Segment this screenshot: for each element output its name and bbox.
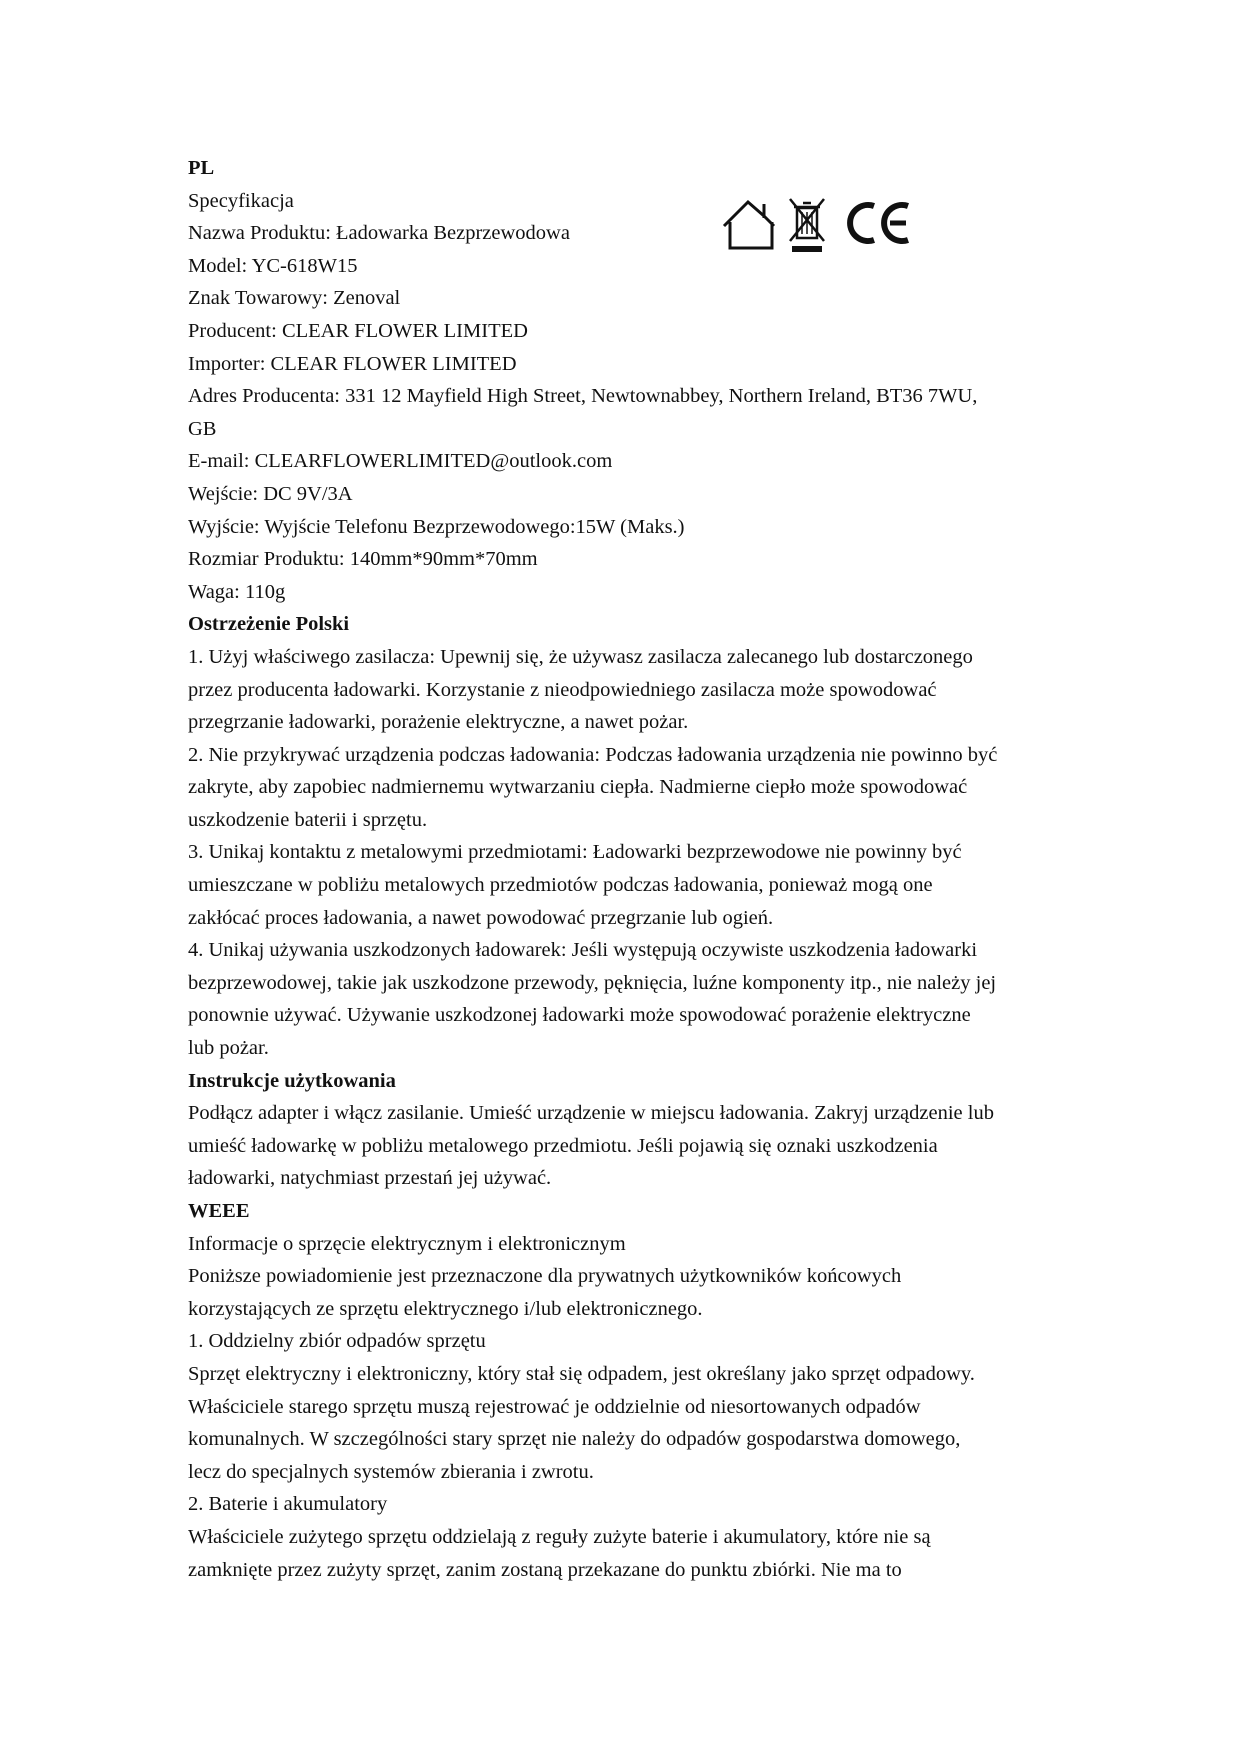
warning-item-4-line-4: lub pożar. <box>188 1037 269 1060</box>
weee-section2-line-2: zamknięte przez zużyty sprzęt, zanim zostaną przekazane do punktu zbiórki. Nie ma to <box>188 1558 902 1581</box>
spec-importer: Importer: CLEAR FLOWER LIMITED <box>188 352 517 375</box>
spec-output: Wyjście: Wyjście Telefonu Bezprzewodowego:15W (Maks.) <box>188 515 685 538</box>
language-heading: PL <box>188 157 215 179</box>
warning-item-2-line-3: uszkodzenie baterii i sprzętu. <box>188 808 428 831</box>
weee-intro-line-2: korzystających ze sprzętu elektrycznego i/lub elektronicznego. <box>188 1297 703 1320</box>
warning-item-4-line-1: 4. Unikaj używania uszkodzonych ładowarek: Jeśli występują oczywiste uszkodzenia ładowarki <box>188 939 978 962</box>
weee-section1-line-1: Sprzęt elektryczny i elektroniczny, który stał się odpadem, jest określany jako sprzęt odpadowy. <box>188 1362 975 1385</box>
spec-trademark: Znak Towarowy: Zenoval <box>188 287 401 310</box>
spec-size: Rozmiar Produktu: 140mm*90mm*70mm <box>188 548 538 571</box>
instructions-line-3: ładowarki, natychmiast przestań jej używać. <box>188 1167 552 1190</box>
weee-section1-line-3: komunalnych. W szczególności stary sprzęt nie należy do odpadów gospodarstwa domowego, <box>188 1428 961 1451</box>
spec-weight: Waga: 110g <box>188 580 286 603</box>
spec-product-name: Nazwa Produktu: Ładowarka Bezprzewodowa <box>188 222 570 245</box>
spec-input: Wejście: DC 9V/3A <box>188 482 353 505</box>
spec-title: Specyfikacja <box>188 189 294 212</box>
spec-model: Model: YC-618W15 <box>188 254 358 277</box>
weee-section2-line-1: Właściciele zużytego sprzętu oddzielają z reguły zużyte baterie i akumulatory, które nie są <box>188 1525 931 1548</box>
instructions-line-1: Podłącz adapter i włącz zasilanie. Umieść urządzenie w miejscu ładowania. Zakryj urządzenie lub <box>188 1102 994 1125</box>
spec-address-line1: Adres Producenta: 331 12 Mayfield High Street, Newtownabbey, Northern Ireland, BT36 7WU, <box>188 385 978 408</box>
instructions-line-2: umieść ładowarkę w pobliżu metalowego przedmiotu. Jeśli pojawią się oznaki uszkodzenia <box>188 1134 938 1157</box>
instructions-title: Instrukcje użytkowania <box>188 1069 396 1092</box>
warning-item-3-line-3: zakłócać proces ładowania, a nawet powodować przegrzanie lub ogień. <box>188 906 774 929</box>
weee-title: WEEE <box>188 1200 250 1222</box>
spec-address-line2: GB <box>188 417 217 440</box>
warning-item-1-line-1: 1. Użyj właściwego zasilacza: Upewnij się, że używasz zasilacza zalecanego lub dostarczonego <box>188 645 973 668</box>
document-body <box>188 152 1068 1586</box>
spec-manufacturer: Producent: CLEAR FLOWER LIMITED <box>188 319 528 342</box>
warning-title: Ostrzeżenie Polski <box>188 613 350 636</box>
warning-item-4-line-3: ponownie używać. Używanie uszkodzonej ładowarki może spowodować porażenie elektryczne <box>188 1004 971 1027</box>
spec-email: E-mail: CLEARFLOWERLIMITED@outlook.com <box>188 450 613 473</box>
weee-section1-line-2: Właściciele starego sprzętu muszą rejestrować je oddzielnie od niesortowanych odpadów <box>188 1395 921 1418</box>
warning-item-4-line-2: bezprzewodowej, takie jak uszkodzone przewody, pęknięcia, luźne komponenty itp., nie należy jej <box>188 971 997 994</box>
weee-intro-line-1: Poniższe powiadomienie jest przeznaczone dla prywatnych użytkowników końcowych <box>188 1265 902 1288</box>
warning-item-2-line-1: 2. Nie przykrywać urządzenia podczas ładowania: Podczas ładowania urządzenia nie powinno być <box>188 743 998 766</box>
warning-item-2-line-2: zakryte, aby zapobiec nadmiernemu wytwarzaniu ciepła. Nadmierne ciepło może spowodować <box>188 776 968 799</box>
weee-subtitle: Informacje o sprzęcie elektrycznym i elektronicznym <box>188 1232 626 1255</box>
warning-item-3-line-2: umieszczane w pobliżu metalowych przedmiotów podczas ładowania, ponieważ mogą one <box>188 874 933 897</box>
weee-section2-title: 2. Baterie i akumulatory <box>188 1493 388 1516</box>
weee-section1-line-4: lecz do specjalnych systemów zbierania i zwrotu. <box>188 1460 594 1483</box>
warning-item-3-line-1: 3. Unikaj kontaktu z metalowymi przedmiotami: Ładowarki bezprzewodowe nie powinny być <box>188 841 962 864</box>
weee-section1-title: 1. Oddzielny zbiór odpadów sprzętu <box>188 1330 486 1353</box>
warning-item-1-line-3: przegrzanie ładowarki, porażenie elektryczne, a nawet pożar. <box>188 711 689 734</box>
warning-item-1-line-2: przez producenta ładowarki. Korzystanie z nieodpowiedniego zasilacza może spowodować <box>188 678 937 701</box>
